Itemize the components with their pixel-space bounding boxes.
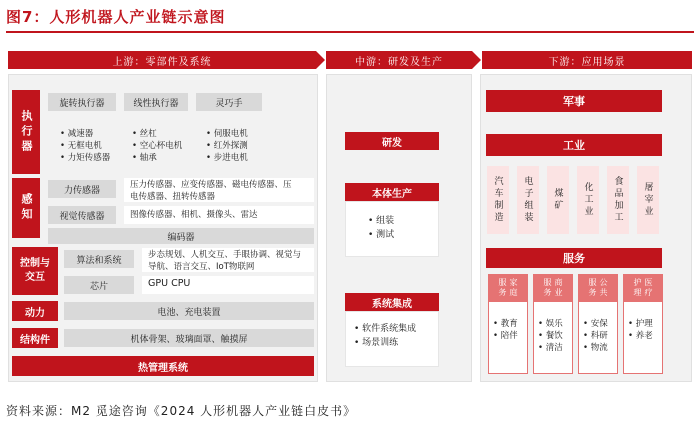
executor-col-1	[60, 128, 110, 164]
service-group-body	[578, 302, 618, 374]
service-item: • 教育	[493, 319, 518, 329]
executor-item: • 空心杯电机	[132, 141, 183, 151]
linear-actuator: 线性执行器	[124, 93, 188, 111]
industry-label: 工业	[486, 134, 662, 156]
integration-item: • 场景训练	[354, 338, 399, 348]
service-item: • 养老	[628, 331, 653, 341]
service-group-body	[533, 302, 573, 374]
service-group-header: 公共服务	[578, 274, 618, 302]
production-item: • 组装	[368, 216, 395, 226]
dexterous-hand: 灵巧手	[196, 93, 262, 111]
service-label: 服务	[486, 248, 662, 268]
control-label-line: 交互	[25, 272, 45, 283]
executor-item: • 减速器	[60, 129, 94, 139]
industry-item: 汽车制造	[487, 166, 509, 234]
upstream-header-label: 上游：零部件及系统	[112, 56, 212, 68]
midstream-header-label: 中游：研发及生产	[355, 56, 443, 68]
service-item: • 安保	[583, 319, 608, 329]
production-item: • 测试	[368, 230, 395, 240]
industry-item: 煤矿	[547, 166, 569, 234]
upstream-header	[8, 51, 316, 69]
service-item: • 物流	[583, 343, 608, 353]
algorithm-desc-line: 步态规划、人机交互、手眼协调、视觉与	[148, 250, 302, 260]
power-label: 动力	[12, 301, 58, 321]
military-box: 军事	[486, 90, 662, 112]
industry-item: 食品加工	[607, 166, 629, 234]
integration-label: 系统集成	[345, 293, 439, 311]
service-group-header: 医疗护理	[623, 274, 663, 302]
force-sensor-desc-line: 电传感器、扭转传感器	[130, 192, 216, 202]
executor-item: • 步进电机	[206, 153, 248, 163]
upstream-header-arrow	[316, 51, 325, 69]
executor-item: • 伺服电机	[206, 129, 248, 139]
service-group-header: 商业服务	[533, 274, 573, 302]
chip-desc-line: GPU CPU	[148, 278, 191, 289]
control-label-line: 控制与	[20, 258, 50, 269]
executor-item: • 丝杠	[132, 129, 157, 139]
industry-item: 电子组装	[517, 166, 539, 234]
vision-sensor-desc	[124, 206, 314, 224]
downstream-header	[482, 51, 692, 69]
downstream-header-label: 下游：应用场景	[548, 56, 626, 68]
executor-col-2	[132, 128, 182, 164]
control-label	[12, 247, 58, 295]
figure-title: 图7：人形机器人产业链示意图	[6, 8, 226, 26]
integration-body	[345, 311, 439, 367]
service-item: • 清洁	[538, 343, 563, 353]
source-note: 资料来源：M2 觅途咨询《2024 人形机器人产业链白皮书》	[6, 404, 357, 418]
algorithm-label: 算法和系统	[64, 250, 134, 268]
thermal-management: 热管理系统	[12, 356, 314, 376]
vision-sensor-label: 视觉传感器	[48, 206, 116, 224]
midstream-header	[326, 51, 472, 69]
title-rule	[6, 31, 694, 33]
structure-desc: 机体骨架、玻璃面罩、触摸屏	[64, 329, 314, 347]
force-sensor-label: 力传感器	[48, 180, 116, 198]
service-item: • 娱乐	[538, 319, 563, 329]
service-group-body	[488, 302, 528, 374]
chip-desc	[142, 276, 314, 294]
encoder: 编码器	[48, 228, 314, 244]
service-group-body	[623, 302, 663, 374]
chip-label: 芯片	[64, 276, 134, 294]
force-sensor-desc	[124, 178, 314, 202]
service-item: • 餐饮	[538, 331, 563, 341]
service-item: • 护理	[628, 319, 653, 329]
structure-label: 结构件	[12, 328, 58, 348]
service-item: • 陪伴	[493, 331, 518, 341]
executor-item: • 无框电机	[60, 141, 102, 151]
integration-item: • 软件系统集成	[354, 324, 417, 334]
executor-col-3	[206, 128, 248, 164]
rotary-actuator: 旋转执行器	[48, 93, 116, 111]
power-desc: 电池、充电装置	[64, 302, 314, 320]
sensing-label: 感知	[12, 178, 40, 238]
algorithm-desc-line: 导航、语言交互、IoT物联网	[148, 262, 255, 272]
vision-sensor-desc-line: 图像传感器、相机、摄像头、雷达	[130, 210, 258, 220]
executor-item: • 力矩传感器	[60, 153, 111, 163]
executor-item: • 轴承	[132, 153, 157, 163]
service-group-header: 家庭服务	[488, 274, 528, 302]
midstream-header-arrow	[472, 51, 481, 69]
industry-item: 化工业	[577, 166, 599, 234]
executor-item: • 红外探测	[206, 141, 248, 151]
force-sensor-desc-line: 压力传感器、应变传感器、磁电传感器、压	[130, 180, 292, 190]
executor-label: 执行器	[12, 90, 40, 174]
production-body	[345, 201, 439, 257]
industry-item: 屠宰业	[637, 166, 659, 234]
production-label: 本体生产	[345, 183, 439, 201]
rd-box: 研发	[345, 132, 439, 150]
service-item: • 科研	[583, 331, 608, 341]
algorithm-desc	[142, 248, 314, 272]
